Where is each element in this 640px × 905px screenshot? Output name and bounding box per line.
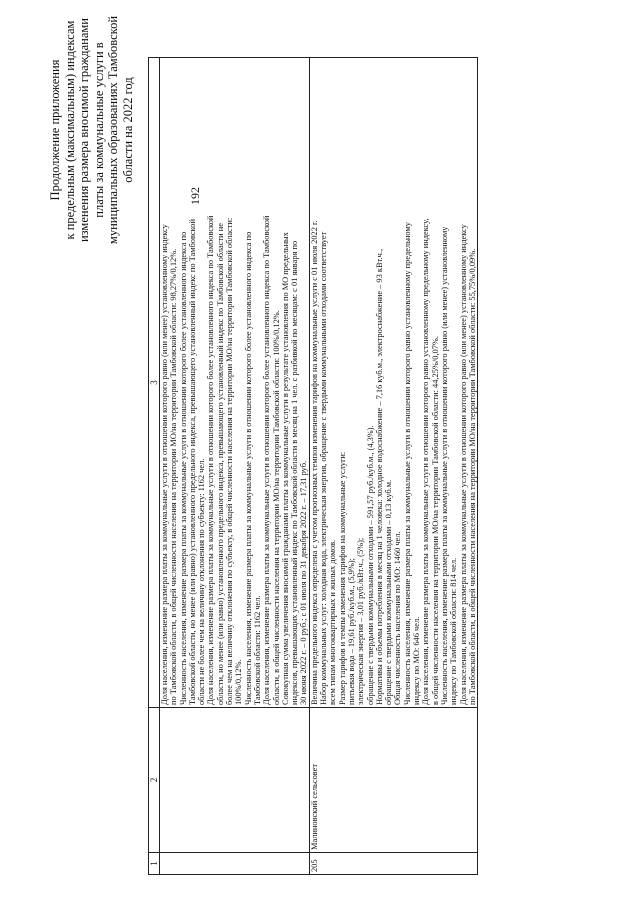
continuation-text-cell (160, 58, 310, 708)
text-line: Доля населения, изменение размера платы за коммунальные услуги в отношении которого более установленного индекса по Тамбовской (206, 215, 216, 705)
text-line: Набор коммунальных услуг: холодная вода, электрическая энергия, обращение с твердыми коммунальными отходами соответствует (319, 231, 329, 705)
row-number: 205 (309, 853, 477, 875)
text-line: электрическая энергия – 3,01 руб./кВт.ч., (5%); (356, 537, 366, 705)
text-line: 30 июня 2022 г. – 0 руб.; с 01 июля по 31 декабря 2022 г. – 17,31 руб. (299, 460, 309, 705)
text-line: области не более чем на величину отклонения по субъекту: 1162 чел. (197, 458, 207, 705)
text-line: индексу по Тамбовской области: 814 чел. (449, 557, 459, 705)
text-line: Доля населения, изменение размера платы за коммунальные услуги в отношении которого более установленного индекса по Тамбовской (262, 215, 272, 705)
header-line: к предельным (максимальным) индексам (62, 20, 77, 240)
text-line: Нормативы и объемы потребления в месяц на 1 человека: холодное водоснабжение – 7,16 куб.м., электроснабжение – 93 кВт.ч., (374, 248, 384, 705)
column-number: 1 (149, 853, 160, 875)
text-line: по Тамбовской области, в общей численности населения на территории МО/на территории Тамбовской области: 55,75%/0,09%. (467, 248, 477, 705)
text-line: Численность населения, изменение размера платы за коммунальные услуги в отношении которого более установленного индекса по (243, 231, 253, 705)
text-line: Общая численность населения по МО: 1460 чел. (393, 531, 403, 705)
appendix-header (48, 15, 135, 245)
text-line: Доля населения, изменение размера платы за коммунальные услуги в отношении которого равно (или менее) установленному индексу (458, 224, 468, 705)
text-line: обращение с твердыми коммунальными отходами – 591,57 руб./куб.м., (4,3%). (365, 425, 375, 705)
indices-table (148, 57, 478, 875)
text-line: области, в общей численности населения на территории МО/на территории Тамбовской области: 100%/0,12%. (271, 310, 281, 705)
text-line: питьевая вода – 19,61 руб./куб.м., (5,9%); (346, 558, 356, 705)
text-line: более чем на величину отклонения по субъекту, в общей численности населения на территории МО/на территории Тамбовской области: (225, 217, 235, 705)
text-line: области, но менее (или равно) установленного предельного индекса, превышающего установленный индекс по Тамбовской области не (215, 223, 225, 705)
text-line: Тамбовской области: 1162 чел. (252, 595, 262, 705)
header-line: Продолжение приложения (48, 59, 62, 201)
text-line: Величина предельного индекса определена с учетом прогнозных темпов изменения тарифов на коммунальные услуги с 01 июля 2022 г. (309, 220, 319, 705)
header-line: изменения размера вносимой гражданами (77, 18, 91, 243)
header-line: платы за коммунальные услуги в (91, 42, 106, 218)
text-line: Тамбовской области, но менее (или равно) установленного предельного индекса, превышающего установленный индекс по Тамбовской (187, 219, 197, 705)
column-number: 3 (149, 58, 160, 708)
text-line: 100%/0,12%. (234, 659, 244, 705)
municipality-name: Малиновский сельсовет (309, 708, 477, 853)
text-line: Численность населения, изменение размера платы за коммунальные услуги в отношении которого более установленного индекса по (178, 231, 188, 705)
text-line: Численность населения, изменение размера платы за коммунальные услуги в отношении которого равно (или менее) установленному (439, 226, 449, 705)
header-line: муниципальных образованиях Тамбовской (106, 15, 120, 245)
page-number: 192 (188, 187, 202, 205)
text-line: Совокупная сумма увеличения вносимой гражданами платы за коммунальные услуги в результате установления по МО предельных (280, 232, 290, 705)
empty-cell (160, 708, 310, 853)
table-row (309, 58, 477, 875)
text-line: обращение с твердыми коммунальными отходами – 0,13 куб.м. (384, 479, 394, 705)
text-line: индексу по МО: 646 чел. (412, 616, 422, 705)
text-line: Доля населения, изменение размера платы за коммунальные услуги в отношении которого равно (или менее) установленному индексу (160, 224, 169, 705)
text-line: в общей численности населения на территории МО/на территории Тамбовской области: 44,25%/0,07%. (430, 336, 440, 705)
text-line: индексов, превышающих установленный индекс по Тамбовской области в месяц на 1 чел. с разбивкой по месяцам: с 01 января по (290, 240, 300, 705)
column-number: 2 (149, 708, 160, 853)
row-text-cell (309, 58, 477, 708)
text-line: Размер тарифов и темпы изменения тарифов на коммунальные услуги: (337, 451, 347, 705)
continuation-row (160, 58, 310, 875)
header-line: области на 2022 год (120, 77, 135, 183)
text-line: Численность населения, изменение размера платы за коммунальные услуги в отношении которого равно установленному предельному (402, 222, 412, 705)
empty-cell (160, 853, 310, 875)
text-line: всем типам многоквартирных и жилых домов. (328, 539, 338, 705)
text-line: Доля населения, изменение размера платы за коммунальные услуги в отношении которого равно установленному предельному индексу, (421, 218, 431, 705)
column-number-row (149, 58, 160, 875)
text-line: по Тамбовской области, в общей численности населения на территории МО/на территории Тамбовской области: 98,27%/0,12%. (169, 248, 179, 705)
